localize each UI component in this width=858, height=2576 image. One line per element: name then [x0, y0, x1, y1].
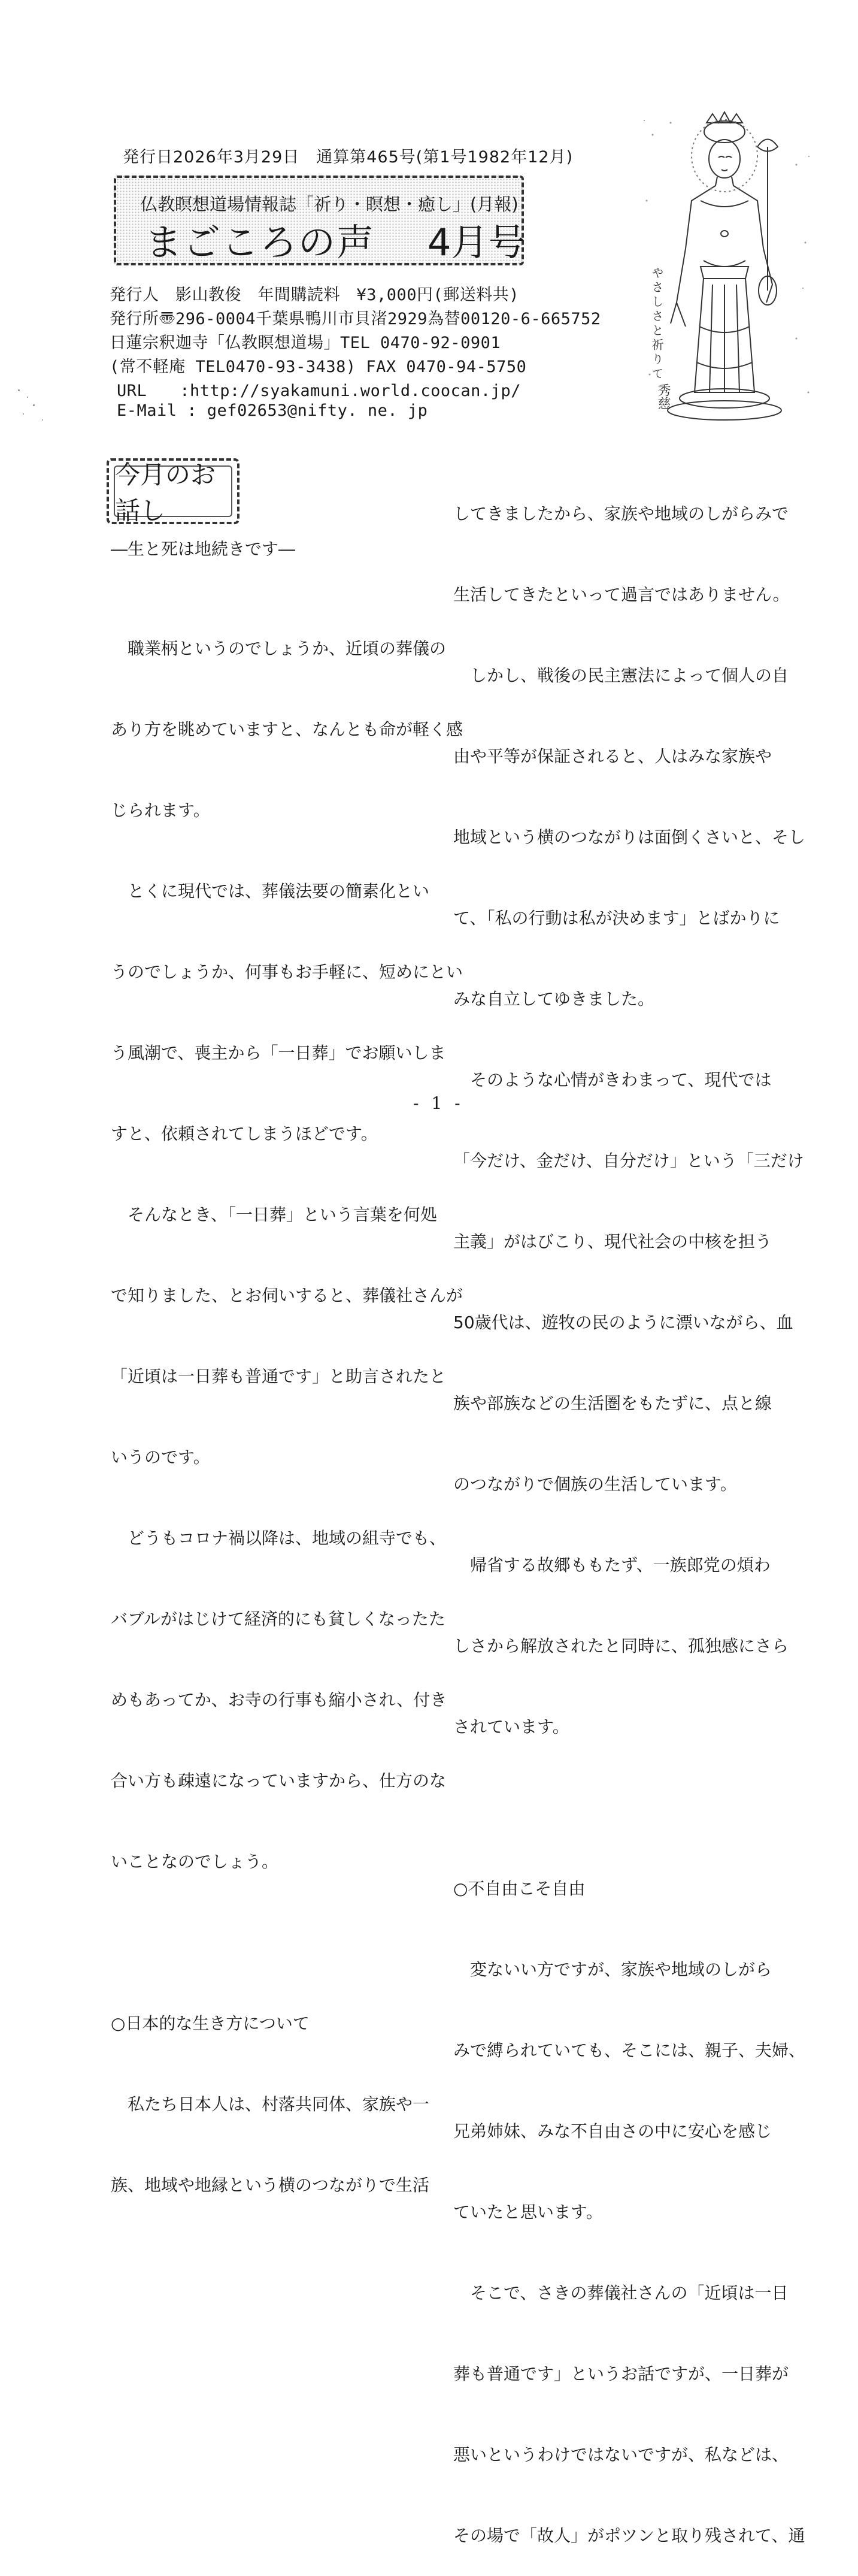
paragraph-line: ていたと思います。 — [453, 2202, 603, 2222]
website-url: URL :http://syakamuni.world.coocan.jp/ — [117, 382, 521, 400]
paragraph-line: いうのです。 — [111, 1447, 210, 1467]
article-left-column — [111, 581, 463, 2226]
title-box — [114, 176, 524, 265]
paragraph-line: 由や平等が保証されると、人はみな家族や — [453, 746, 772, 766]
email-address: E-Mail : gef02653@nifty. ne. jp — [117, 401, 428, 420]
illustration-caption: やさしさと祈りて — [650, 267, 664, 382]
paragraph-line: のつながりで個族の生活しています。 — [453, 1474, 737, 1494]
paragraph-line: 変ないい方ですが、家族や地域のしがら — [453, 1960, 772, 1979]
paragraph-line: あり方を眺めていますと、なんとも命が軽く感 — [111, 719, 463, 739]
paragraph-line: その場で「故人」がポツンと取り残されて、通 — [453, 2526, 805, 2545]
issue-month: 4月号 — [428, 220, 526, 264]
paragraph-line: みな自立してゆきました。 — [453, 989, 655, 1009]
paragraph-line: 地域という横のつながりは面倒くさいと、そし — [453, 827, 806, 847]
paragraph-line: されています。 — [453, 1717, 569, 1737]
paragraph-line: バブルがはじけて経済的にも貧しくなったた — [111, 1609, 445, 1629]
paragraph-line: そこで、さきの葬儀社さんの「近頃は一日 — [453, 2283, 789, 2303]
paragraph-line: 悪いというわけではないですが、私などは、 — [453, 2445, 789, 2465]
paragraph-line: 族や部族などの生活圏をもたずに、点と線 — [453, 1393, 772, 1413]
paragraph-line: 「今だけ、金だけ、自分だけ」という「三だけ — [453, 1151, 804, 1171]
paragraph-line: してきましたから、家族や地域のしがらみで — [453, 504, 789, 524]
page-number: - 1 - — [413, 1093, 464, 1113]
hermitage-contact: (常不軽庵 TEL0470-93-3438) FAX 0470-94-5750 — [110, 358, 527, 376]
paragraph-line: 生活してきたといって過言ではありません。 — [453, 585, 790, 604]
paragraph-line: めもあってか、お寺の行事も縮小され、付き — [111, 1690, 447, 1710]
paragraph-line: すと、依頼されてしまうほどです。 — [111, 1124, 378, 1144]
paragraph-line: いことなのでしょう。 — [111, 1852, 279, 1871]
paragraph-line: 職業柄というのでしょうか、近頃の葬儀の — [111, 639, 447, 658]
article-title-box — [107, 458, 239, 524]
article-title: 今月のお話し — [114, 465, 232, 517]
paragraph-line: みで縛られていても、そこには、親子、夫婦、 — [453, 2040, 806, 2060]
publisher-line: 発行人 影山教俊 年間購読料 ¥3,000円(郵送料共) — [110, 286, 520, 304]
paragraph-line: 族、地域や地縁という横のつながりで生活 — [111, 2175, 430, 2195]
article-right-column — [453, 446, 805, 2576]
paragraph-line: 葬も普通です」というお話ですが、一日葬が — [453, 2364, 789, 2384]
paragraph-line: そのような心情がきわまって、現代では — [453, 1070, 772, 1090]
paragraph-line: 合い方も疎遠になっていますから、仕方のな — [111, 1771, 447, 1791]
paragraph-line — [453, 1794, 805, 1821]
paragraph-line: しさから解放されたと同時に、孤独感にさら — [453, 1636, 789, 1656]
paragraph-line: うのでしょうか、何事もお手軽に、短めにとい — [111, 962, 463, 982]
paragraph-line: どうもコロナ禍以降は、地域の組寺でも、 — [111, 1528, 447, 1548]
paragraph-line: しかし、戦後の民主憲法によって個人の自 — [453, 666, 789, 685]
paragraph-line: 主義」がはびこり、現代社会の中核を担う — [453, 1232, 772, 1251]
paragraph-line: う風潮で、喪主から「一日葬」でお願いしま — [111, 1043, 446, 1063]
article-subheading: ―生と死は地続きです― — [111, 539, 296, 559]
paragraph-line: 私たち日本人は、村落共同体、家族や一 — [111, 2094, 430, 2114]
artist-signature: 秀慈 — [656, 383, 671, 410]
paragraph-line: て、「私の行動は私が決めます」とばかりに — [453, 908, 780, 928]
paragraph-line: 50歳代は、遊牧の民のように漂いながら、血 — [453, 1313, 793, 1332]
section-heading: ○日本的な生き方について — [111, 2013, 310, 2033]
paragraph-line: 「近頃は一日葬も普通です」と助言されたと — [111, 1366, 447, 1386]
temple-contact: 日蓮宗釈迦寺「仏教瞑想道場」TEL 0470-92-0901 — [110, 334, 501, 352]
publisher-address: 発行所〠296-0004千葉県鴨川市貝渚2929為替00120-6-665752 — [110, 310, 601, 328]
paragraph-line — [111, 1929, 463, 1956]
newsletter-subtitle: 仏教瞑想道場情報誌「祈り・瞑想・癒し」(月報) — [140, 194, 519, 214]
section-heading: ○不自由こそ自由 — [453, 1879, 586, 1898]
issue-date-line: 発行日2026年3月29日 通算第465号(第1号1982年12月) — [123, 148, 574, 167]
paragraph-line: 帰省する故郷ももたず、一族郎党の煩わ — [453, 1555, 771, 1575]
paragraph-line: とくに現代では、葬儀法要の簡素化とい — [111, 881, 430, 901]
paragraph-line: そんなとき、「一日葬」という言葉を何処 — [111, 1205, 437, 1224]
newsletter-title: まごころの声 — [145, 220, 375, 264]
paragraph-line: じられます。 — [111, 800, 210, 820]
paragraph-line: で知りました、とお伺いすると、葬儀社さんが — [111, 1286, 463, 1305]
paragraph-line: 兄弟姉妹、みな不自由さの中に安心を感じ — [453, 2121, 772, 2141]
